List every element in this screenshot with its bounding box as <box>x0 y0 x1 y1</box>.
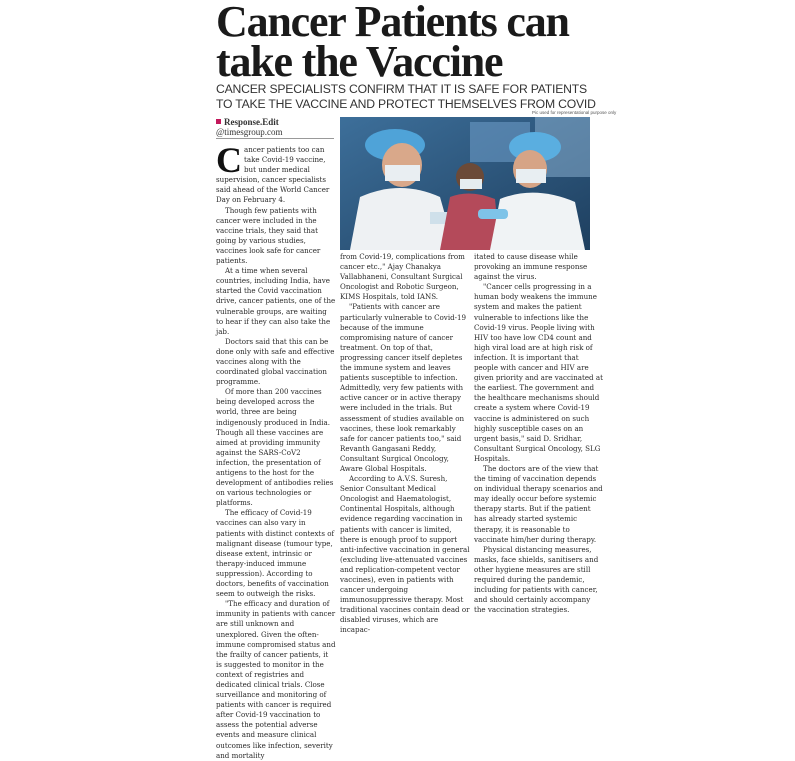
paragraph: Physical distancing measures, masks, face shields, sanitisers and other hygiene measures are still required during the pandemic, including for patients with cancer, and should certainly accompany the vaccination strategies. <box>474 544 599 615</box>
article-photo <box>340 117 590 250</box>
headline: Cancer Patients can take the Vaccine <box>216 0 569 86</box>
photo-credit: Pic used for representational purpose only <box>532 110 617 115</box>
subheadline: CANCER SPECIALISTS CONFIRM THAT IT IS SAFE FOR PATIENTS TO TAKE THE VACCINE AND PROTECT THEMSELVES FROM COVID <box>216 82 596 111</box>
paragraph: "Cancer cells progressing in a human body weakens the immune system and makes the patient vulnerable to infections like the Covid-19 virus. People living with HIV too have low CD4 count and high viral load are at high risk of infection. It is important that people with cancer and HIV are given priority and are vaccinated at the earliest. The government and the healthcare mechanisms should create a system where Covid-19 vaccine is administered on such highly susceptible cases on an urgent basis," said D. Sridhar, Consultant Surgical Oncology, SLG Hospitals. <box>474 282 603 463</box>
paragraph: from Covid-19, complications from cancer etc.," Ajay Chanakya Vallabhaneni, Consultant Surgical Oncologist and Robotic Surgeon, KIMS Hospitals, told IANS. <box>340 252 465 302</box>
paragraph: The efficacy of Covid-19 vaccines can also vary in patients with distinct contexts of malignant disease (tumour type, disease extent, intrinsic or therapy-induced immune suppression). According to doctors, benefits of vaccination seem to outweigh the risks. <box>216 508 335 599</box>
paragraph: itated to cause disease while provoking an immune response against the virus. <box>474 252 588 282</box>
byline-email: @timesgroup.com <box>216 127 283 137</box>
paragraph-text: ancer patients too can take Covid-19 vaccine, but under medical supervision, cancer specialists said ahead of the World Cancer Day on February 4. <box>216 145 330 205</box>
article-column-2 <box>340 252 470 636</box>
vaccination-photo <box>340 117 590 250</box>
paragraph: "The efficacy and duration of immunity in patients with cancer are still unknown and unexplored. Given the often-immune compromised status and the frailty of cancer patients, it is suggested to monitor in the context of registries and dedicated clinical trials. Close surveillance and monitoring of patients with cancer is required after Covid-19 vaccination to assess the potential adverse events and measure clinical outcomes like infection, severity and mortality <box>216 599 336 760</box>
paragraph: According to A.V.S. Suresh, Senior Consultant Medical Oncologist and Haematologist, Continental Hospitals, although evidence regarding vaccination in patients with cancer is limited, there is enough proof to support anti-infective vaccination in general (excluding live-attenuated vaccines and replication-competent vector vaccines), even in patients with cancer undergoing immunosuppressive therapy. Most traditional vaccines contain dead or disabled viruses, which are incapac- <box>340 474 470 635</box>
paragraph: "Patients with cancer are particularly vulnerable to Covid-19 because of the immune compromising nature of cancer treatment. On top of that, progressing cancer itself depletes the immune system and leaves patients susceptible to infection. Admittedly, very few patients with active cancer or in active therapy were included in the trials. But assessment of studies available on vaccines, these look remarkably safe for cancer patients too," said Revanth Gangasani Reddy, Consultant Surgical Oncology, Aware Global Hospitals. <box>340 302 467 473</box>
article-column-3 <box>474 252 604 615</box>
byline <box>216 117 283 137</box>
paragraph: Doctors said that this can be done only with safe and effective vaccines along with the coordinated global vaccination programme. <box>216 336 335 387</box>
paragraph <box>216 140 336 206</box>
paragraph: The doctors are of the view that the timing of vaccination depends on individual therapy scenarios and may ideally occur before systemic therapy starts. But if the patient has already started systemic therapy, it is reasonable to vaccinate him/her during therapy. <box>474 463 603 544</box>
drop-cap: C <box>216 140 242 180</box>
paragraph: Though few patients with cancer were included in the vaccine trials, they said that going by various studies, vaccines look safe for cancer patients. <box>216 205 321 266</box>
article-column-1 <box>216 140 336 761</box>
bullet-square-icon <box>216 119 221 124</box>
paragraph: Of more than 200 vaccines being developed across the world, three are being indigenously produced in India. Though all these vaccines are aimed at providing immunity against the SARS-CoV2 infection, the presentation of antigens to the host for the development of antibodies relies on various technologies or platforms. <box>216 387 334 508</box>
paragraph: At a time when several countries, including India, have started the Covid vaccination drive, cancer patients, one of the vulnerable groups, are waiting to hear if they can also take the jab. <box>216 266 336 336</box>
byline-divider <box>216 138 334 139</box>
byline-name: Response.Edit <box>224 117 279 127</box>
